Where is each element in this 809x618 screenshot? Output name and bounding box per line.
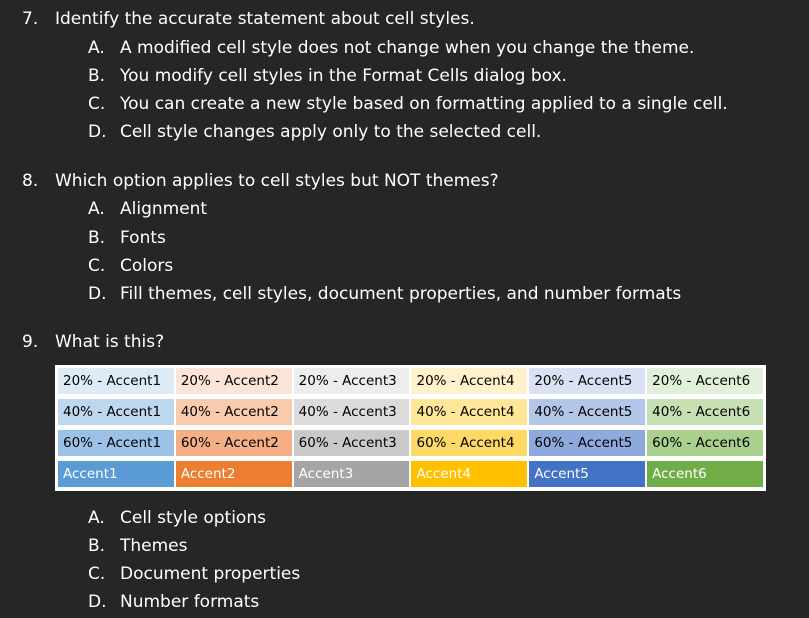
answer-letter: D. <box>88 284 107 304</box>
answer-letter: A. <box>88 508 105 528</box>
answer-text: Alignment <box>120 199 208 219</box>
styles-row-40-percent <box>58 399 763 425</box>
cell-style-40-accent6[interactable]: 40% - Accent6 <box>647 399 763 425</box>
cell-style-20-accent6[interactable]: 20% - Accent6 <box>647 368 763 394</box>
cell-style-accent2[interactable]: Accent2 <box>176 461 292 487</box>
cell-style-40-accent5[interactable]: 40% - Accent5 <box>529 399 645 425</box>
cell-style-20-accent2[interactable]: 20% - Accent2 <box>176 368 292 394</box>
answer-text: Themes <box>120 536 188 556</box>
question-text: What is this? <box>55 332 165 352</box>
cell-style-40-accent3[interactable]: 40% - Accent3 <box>294 399 410 425</box>
answer-text: Number formats <box>120 592 260 612</box>
cell-style-60-accent2[interactable]: 60% - Accent2 <box>176 430 292 456</box>
answer-text: You can create a new style based on formatting applied to a single cell. <box>120 94 728 114</box>
answer-letter: C. <box>88 94 106 114</box>
cell-style-40-accent1[interactable]: 40% - Accent1 <box>58 399 174 425</box>
cell-style-60-accent5[interactable]: 60% - Accent5 <box>529 430 645 456</box>
answer-text: Cell style changes apply only to the selected cell. <box>120 122 542 142</box>
question-text: Identify the accurate statement about cell styles. <box>55 9 475 29</box>
cell-styles-gallery <box>55 365 766 491</box>
cell-style-accent6[interactable]: Accent6 <box>647 461 763 487</box>
cell-style-60-accent3[interactable]: 60% - Accent3 <box>294 430 410 456</box>
answer-letter: D. <box>88 122 107 142</box>
cell-style-40-accent2[interactable]: 40% - Accent2 <box>176 399 292 425</box>
answer-text: A modified cell style does not change when you change the theme. <box>120 38 695 58</box>
cell-style-60-accent4[interactable]: 60% - Accent4 <box>411 430 527 456</box>
question-number: 7. <box>22 9 39 29</box>
answer-text: You modify cell styles in the Format Cells dialog box. <box>120 66 567 86</box>
cell-style-40-accent4[interactable]: 40% - Accent4 <box>411 399 527 425</box>
question-text: Which option applies to cell styles but NOT themes? <box>55 171 499 191</box>
answer-text: Document properties <box>120 564 301 584</box>
answer-text: Fill themes, cell styles, document properties, and number formats <box>120 284 682 304</box>
answer-letter: C. <box>88 564 106 584</box>
answer-letter: A. <box>88 199 105 219</box>
question-number: 9. <box>22 332 39 352</box>
answer-letter: D. <box>88 592 107 612</box>
answer-text: Fonts <box>120 228 166 248</box>
answer-letter: C. <box>88 256 106 276</box>
cell-style-accent3[interactable]: Accent3 <box>294 461 410 487</box>
answer-text: Cell style options <box>120 508 266 528</box>
answer-text: Colors <box>120 256 174 276</box>
cell-style-20-accent4[interactable]: 20% - Accent4 <box>411 368 527 394</box>
cell-style-20-accent3[interactable]: 20% - Accent3 <box>294 368 410 394</box>
question-number: 8. <box>22 171 39 191</box>
styles-row-accent <box>58 461 763 487</box>
cell-style-20-accent5[interactable]: 20% - Accent5 <box>529 368 645 394</box>
styles-row-60-percent <box>58 430 763 456</box>
answer-letter: B. <box>88 228 106 248</box>
answer-letter: B. <box>88 66 106 86</box>
cell-style-60-accent6[interactable]: 60% - Accent6 <box>647 430 763 456</box>
answer-letter: A. <box>88 38 105 58</box>
cell-style-accent4[interactable]: Accent4 <box>411 461 527 487</box>
cell-style-accent1[interactable]: Accent1 <box>58 461 174 487</box>
cell-style-20-accent1[interactable]: 20% - Accent1 <box>58 368 174 394</box>
styles-row-20-percent <box>58 368 763 394</box>
cell-style-60-accent1[interactable]: 60% - Accent1 <box>58 430 174 456</box>
answer-letter: B. <box>88 536 106 556</box>
cell-style-accent5[interactable]: Accent5 <box>529 461 645 487</box>
